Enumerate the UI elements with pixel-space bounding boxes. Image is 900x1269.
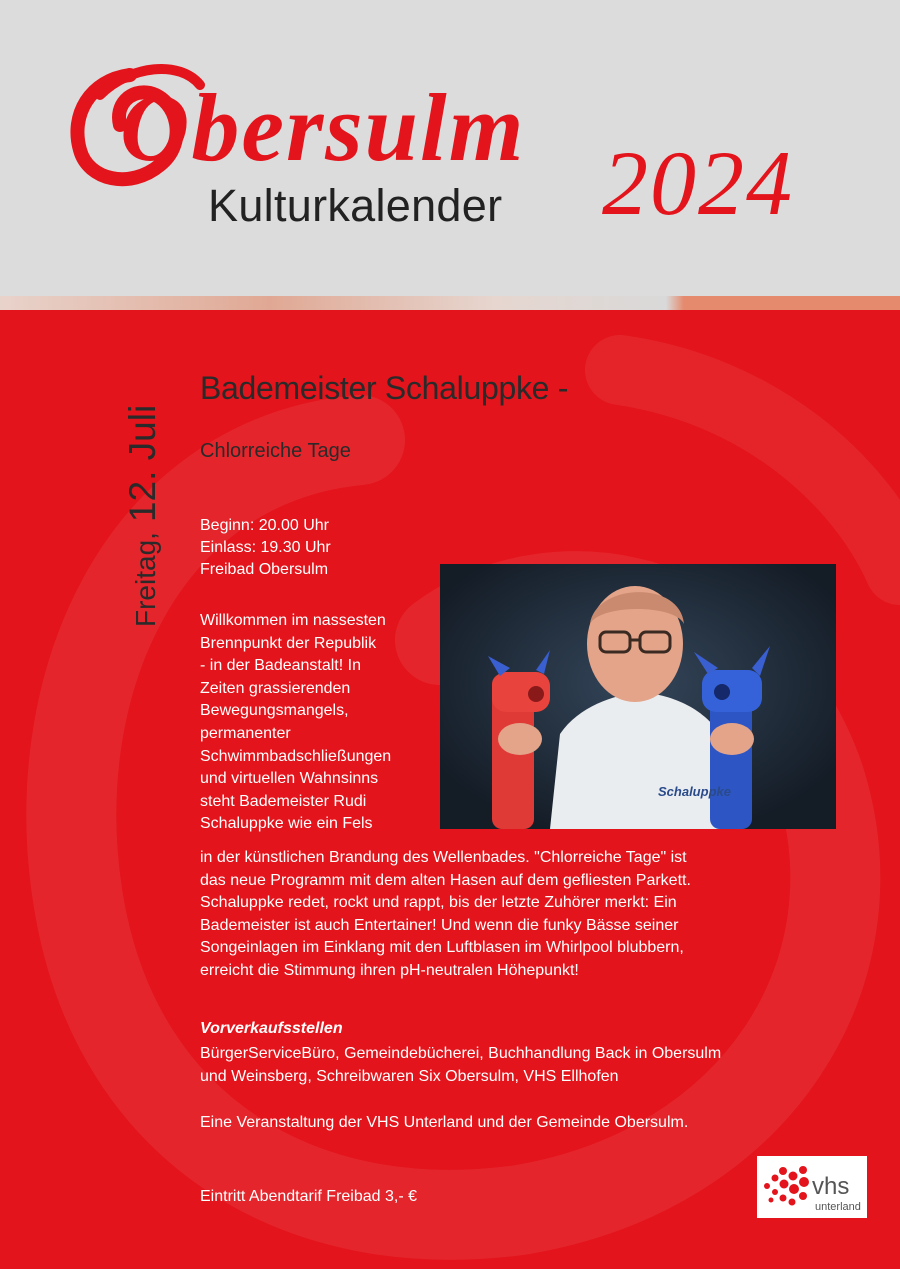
presale-locations [200,1043,721,1088]
event-day: 12. Juli [122,404,163,523]
event-description-wide [200,847,840,983]
description-line: Brennpunkt der Republik [200,634,377,652]
description-line: Schaluppke wie ein Fels [200,815,373,833]
obersulm-logo [60,55,580,195]
header-band [0,0,900,296]
shirt-text: Schaluppke [658,784,731,799]
presale-line: und Weinsberg, Schreibwaren Six Obersulm, VHS Ellhofen [200,1067,619,1085]
description-line: Songeinlagen im Einklang mit den Luftblasen im Whirlpool blubbern, [200,939,684,957]
info-entry-time: Einlass: 19.30 Uhr [200,539,331,556]
event-date [122,372,174,627]
description-line: Schwimmbadschließungen [200,747,392,765]
entry-price: Eintritt Abendtarif Freibad 3,- € [200,1188,417,1205]
description-line: das neue Programm mit dem alten Hasen auf dem gefliesten Parkett. [200,871,691,889]
info-begin: Beginn: 20.00 Uhr [200,517,329,534]
logo-text: Obersulm [120,74,526,181]
event-weekday: Freitag, [130,532,161,627]
description-line: Bewegungsmangels, [200,702,349,720]
description-line: und virtuellen Wahnsinns [200,770,379,788]
event-info [200,515,331,581]
vhs-logo-subtext: unterland [815,1201,861,1213]
vhs-logo [757,1156,867,1218]
performer-photo-illustration [440,564,836,829]
description-line: - in der Badeanstalt! In [200,657,361,675]
description-line: permanenter [200,724,291,742]
organizer-note: Eine Veranstaltung der VHS Unterland und der Gemeinde Obersulm. [200,1114,689,1131]
event-subtitle: Chlorreiche Tage [200,440,351,462]
description-line: steht Bademeister Rudi [200,792,367,810]
presale-line: BürgerServiceBüro, Gemeindebücherei, Buchhandlung Back in Obersulm [200,1045,722,1062]
description-line: erreicht die Stimmung ihren pH-neutralen Höhepunkt! [200,961,579,979]
description-line: Willkommen im nassesten [200,612,386,629]
header-subtitle: Kulturkalender [208,180,503,231]
event-description-narrow [200,610,436,836]
presale-heading: Vorverkaufsstellen [200,1020,343,1037]
description-line: Zeiten grassierenden [200,679,351,697]
description-line: Bademeister ist auch Entertainer! Und wenn die funky Bässe seiner [200,916,679,934]
performer-photo [440,564,836,829]
description-line: Schaluppke redet, rockt und rappt, bis der letzte Zuhörer merkt: Ein [200,894,677,912]
info-location: Freibad Obersulm [200,561,329,578]
vhs-logo-text: vhs [812,1173,850,1200]
vhs-dots-icon [757,1156,867,1218]
header-stripe [0,296,900,310]
header-year: 2024 [602,132,794,234]
description-line: in der künstlichen Brandung des Wellenbades. "Chlorreiche Tage" ist [200,849,687,866]
event-title: Bademeister Schaluppke - [200,370,569,406]
